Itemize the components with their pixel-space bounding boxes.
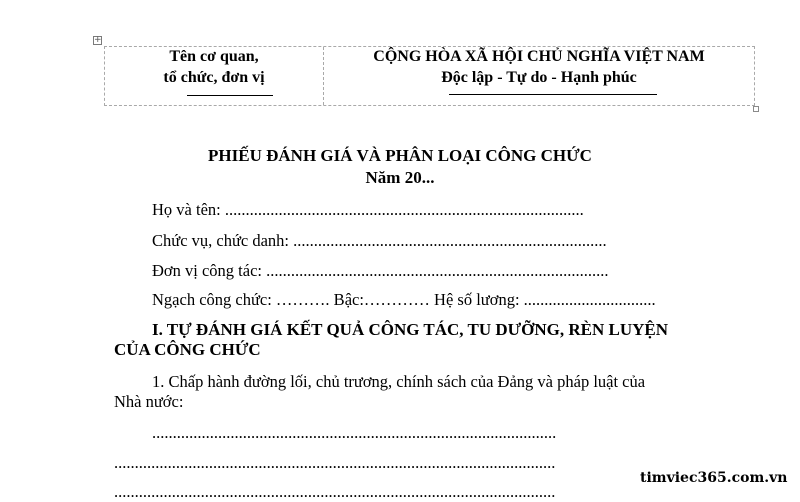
republic-name: CỘNG HÒA XÃ HỘI CHỦ NGHĨA VIỆT NAM <box>373 48 705 65</box>
item1-text-line2: Nhà nước: <box>114 392 184 411</box>
work-unit-field: Đơn vị công tác: ................................................................................... <box>152 261 609 280</box>
section1-heading-line2: CỦA CÔNG CHỨC <box>114 340 261 359</box>
table-resize-handle[interactable] <box>753 106 759 112</box>
item1-text-line1: 1. Chấp hành đường lối, chủ trương, chính sách của Đảng và pháp luật của <box>152 372 646 391</box>
site-watermark: timviec365.com.vn <box>640 470 788 486</box>
national-motto: Độc lập - Tự do - Hạnh phúc <box>441 69 637 86</box>
agency-name-line2: tổ chức, đơn vị <box>163 69 265 86</box>
answer-dots-line2: ........................................................................................................... <box>114 453 556 472</box>
answer-dots-line1: .................................................................................................. <box>152 423 557 442</box>
form-title: PHIẾU ĐÁNH GIÁ VÀ PHÂN LOẠI CÔNG CHỨC <box>208 146 592 165</box>
section1-heading-line1: I. TỰ ĐÁNH GIÁ KẾT QUẢ CÔNG TÁC, TU DƯỠNG, RÈN LUYỆN <box>152 320 669 339</box>
form-year: Năm 20... <box>365 168 435 187</box>
motto-underline <box>449 94 657 95</box>
answer-dots-line3: ........................................................................................................... <box>114 482 556 501</box>
agency-name-line1: Tên cơ quan, <box>169 48 259 65</box>
header-table <box>104 46 755 106</box>
agency-underline <box>187 95 273 96</box>
table-move-handle-icon[interactable]: + <box>94 35 102 45</box>
position-field: Chức vụ, chức danh: ............................................................................ <box>152 231 607 250</box>
grade-salary-field: Ngạch công chức: ………. Bậc:………… Hệ số lương: ................................ <box>152 290 656 309</box>
full-name-field: Họ và tên: ....................................................................................... <box>152 200 584 219</box>
